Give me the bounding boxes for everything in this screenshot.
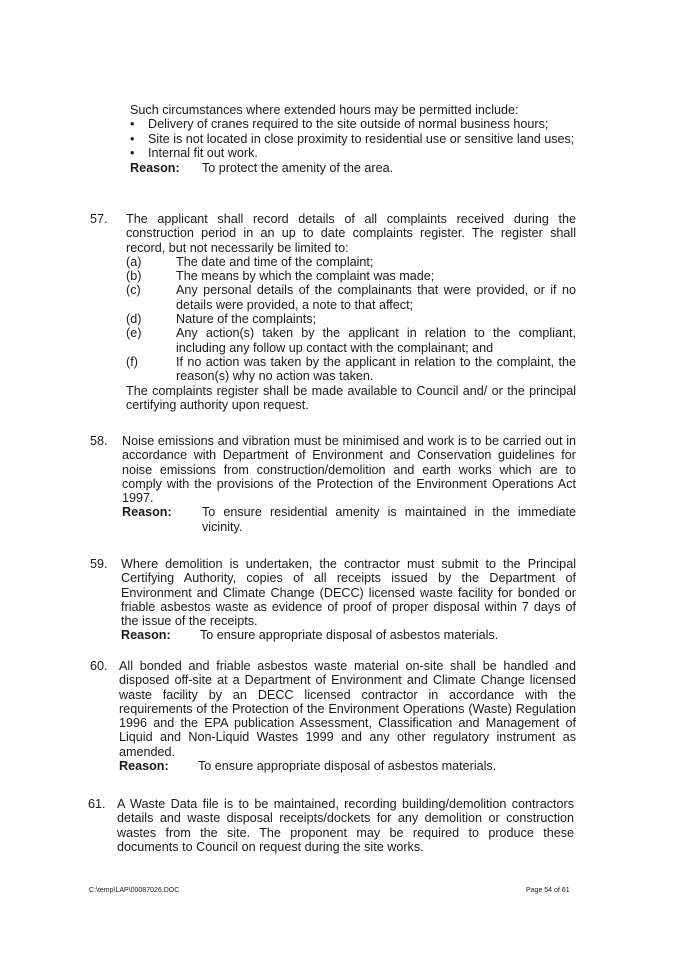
reason-line <box>130 161 580 175</box>
reason-text: To ensure residential amenity is maintained in the immediate vicinity. <box>202 505 576 534</box>
reason-line <box>121 628 576 642</box>
condition-text: The applicant shall record details of all complaints received during the construction period in an up to date complaints register. The register shall record, but not necessarily be limited to: <box>126 212 576 255</box>
item-label: (d) <box>126 312 142 327</box>
item-label: (b) <box>126 269 142 284</box>
item-label: (f) <box>126 354 138 369</box>
list-item <box>126 312 576 326</box>
item-text: If no action was taken by the applicant in relation to the complaint, the reason(s) why no action was taken. <box>176 354 576 384</box>
bullet-icon: • <box>130 131 135 146</box>
condition-number: 58. <box>90 434 108 448</box>
item-text: Any action(s) taken by the applicant in relation to the compliant, including any follow up contact with the complainant; and <box>176 326 576 355</box>
list-item <box>130 132 580 146</box>
list-item <box>126 326 576 355</box>
condition-61 <box>117 797 574 854</box>
footer-page-number: Page 54 of 61 <box>526 887 570 894</box>
reason-label: Reason: <box>130 161 180 176</box>
bullet-text: Site is not located in close proximity to residential use or sensitive land uses; <box>148 131 575 146</box>
extended-hours-block <box>130 103 580 175</box>
condition-text: A Waste Data file is to be maintained, recording building/demolition contractors details and waste disposal receipts/dockets for any demolition or construction wastes from the site. The proponent may be required to produce these documents to Council on request during the site works. <box>117 797 574 854</box>
condition-60 <box>119 659 576 773</box>
condition-59 <box>121 557 576 643</box>
list-item <box>126 355 576 384</box>
item-label: (a) <box>126 254 142 269</box>
reason-label: Reason: <box>119 759 169 774</box>
condition-text: All bonded and friable asbestos waste material on-site shall be handled and disposed off-site at a Department of Environment and Climate Change licensed waste facility by an DECC licensed contractor in accordance with the requirements of the Protection of the Environment Operations (Waste) Regulation 1996 and the EPA publication Assessment, Classification and Management of Liquid and Non-Liquid Wastes 1999 and any other regulatory instrument as amended. <box>119 659 576 759</box>
item-text: Nature of the complaints; <box>176 312 317 327</box>
footer-file-path: C:\temp\LAP\00087026.DOC <box>89 887 180 894</box>
condition-closing: The complaints register shall be made available to Council and/ or the principal certifying authority upon request. <box>126 383 576 412</box>
reason-label: Reason: <box>121 628 171 643</box>
bullet-text: Internal fit out work. <box>148 145 258 160</box>
reason-text: To ensure appropriate disposal of asbestos materials. <box>198 759 497 774</box>
reason-text: To protect the amenity of the area. <box>202 161 394 176</box>
condition-number: 61. <box>88 797 106 811</box>
condition-58 <box>122 434 576 534</box>
list-item <box>126 283 576 312</box>
item-text: The means by which the complaint was made; <box>176 269 435 284</box>
reason-line <box>119 759 576 773</box>
condition-number: 59. <box>90 557 108 571</box>
condition-57 <box>126 212 576 412</box>
list-item <box>126 269 576 283</box>
reason-text: To ensure appropriate disposal of asbestos materials. <box>200 628 499 643</box>
condition-number: 60. <box>90 659 108 673</box>
item-text: The date and time of the complaint; <box>176 254 374 269</box>
item-label: (c) <box>126 283 141 298</box>
list-item <box>130 146 580 160</box>
condition-number: 57. <box>90 212 108 226</box>
list-item <box>126 255 576 269</box>
condition-text: Noise emissions and vibration must be minimised and work is to be carried out in accordance with Department of Environment and Conservation guidelines for noise emissions from construction/demolition and earth works which are to comply with the provisions of the Protection of the Environment Operations Act 1997. <box>122 434 576 506</box>
reason-label: Reason: <box>122 505 172 520</box>
bullet-icon: • <box>130 145 135 160</box>
list-item <box>130 117 580 131</box>
reason-line <box>122 505 576 534</box>
intro-lead: Such circumstances where extended hours may be permitted include: <box>130 103 519 117</box>
bullet-icon: • <box>130 117 135 132</box>
condition-text: Where demolition is undertaken, the contractor must submit to the Principal Certifying Authority, copies of all receipts issued by the Department of Environment and Climate Change (DECC) licensed waste facility for bonded or friable asbestos waste as evidence of proof of proper disposal within 7 days of the issue of the receipts. <box>121 557 576 629</box>
bullet-text: Delivery of cranes required to the site outside of normal business hours; <box>148 117 549 132</box>
item-text: Any personal details of the complainants that were provided, or if no details were provided, a note to that affect; <box>176 283 576 312</box>
item-label: (e) <box>126 326 142 341</box>
